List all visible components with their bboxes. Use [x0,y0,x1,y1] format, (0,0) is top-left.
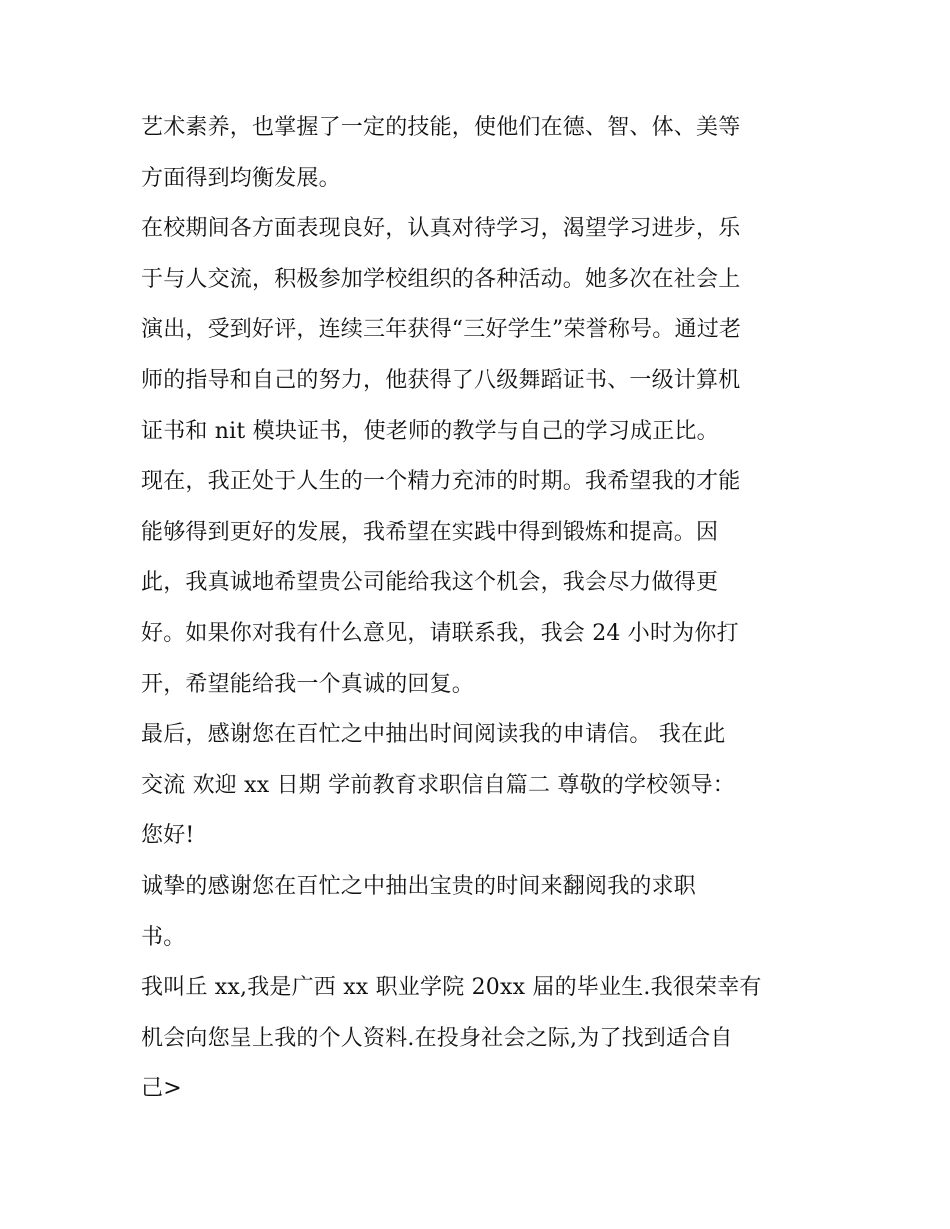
text-line: 证书和 nit 模块证书，使老师的教学与自己的学习成正比。 [141,418,719,444]
document-body [141,103,821,1115]
text-line: 我叫丘 xx,我是广西 xx 职业学院 20xx 届的毕业生.我很荣幸有 [141,975,762,1001]
text-line: 己> [141,1076,182,1102]
text-line: 您好! [141,823,195,849]
text-line: 此，我真诚地希望贵公司能给我这个机会，我会尽力做得更 [141,570,719,596]
text-line: 能够得到更好的发展，我希望在实践中得到锻炼和提高。因 [141,519,719,545]
text-line: 好。如果你对我有什么意见，请联系我，我会 24 小时为你打 [141,620,739,646]
text-line: 方面得到均衡发展。 [141,165,341,191]
text-line: 诚挚的感谢您在百忙之中抽出宝贵的时间来翻阅我的求职 [141,873,697,899]
text-line: 在校期间各方面表现良好，认真对待学习，渴望学习进步，乐 [141,216,741,242]
text-line: 交流 欢迎 xx 日期 学前教育求职信自篇二 尊敬的学校领导： [141,772,735,798]
text-line: 最后，感谢您在百忙之中抽出时间阅读我的申请信。 我在此 [141,722,726,748]
text-line: 于与人交流，积极参加学校组织的各种活动。她多次在社会上 [141,266,741,292]
text-line: 机会向您呈上我的个人资料.在投身社会之际,为了找到适合自 [141,1025,733,1051]
text-line: 艺术素养，也掌握了一定的技能，使他们在德、智、体、美等 [141,115,741,140]
text-line: 现在，我正处于人生的一个精力充沛的时期。我希望我的才能 [141,469,741,495]
text-line: 演出，受到好评，连续三年获得“三好学生”荣誉称号。通过老 [141,317,742,343]
text-line: 书。 [141,924,186,950]
text-line: 师的指导和自己的努力，他获得了八级舞蹈证书、一级计算机 [141,367,741,393]
text-line: 开，希望能给我一个真诚的回复。 [141,671,475,697]
